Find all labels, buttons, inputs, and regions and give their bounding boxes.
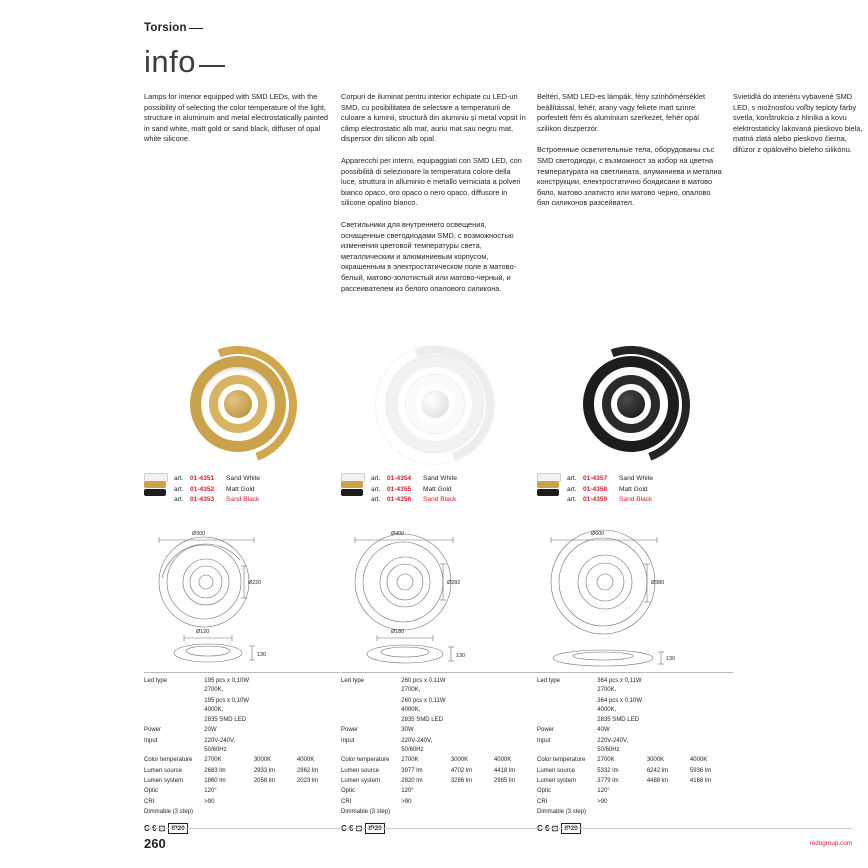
spec-value: 4000K — [296, 757, 315, 764]
lamp-render-gold — [144, 330, 340, 480]
swatch-matt-gold — [144, 481, 166, 488]
art-label: art. — [371, 485, 381, 493]
spec-label: Dimmable (3 step) — [144, 808, 194, 815]
drawing-svg-gold — [144, 520, 340, 675]
art-number: 01-4356 — [387, 496, 412, 503]
ip-rating-badge: IP20 — [561, 823, 580, 834]
dim-height: 130 — [666, 656, 675, 662]
drawing-svg-white — [341, 520, 537, 675]
spec-row — [144, 677, 340, 697]
spec-label: Led type — [144, 678, 168, 684]
dim-outer-diameter: Ø300 — [192, 531, 206, 537]
spec-row — [537, 737, 733, 757]
spec-value — [647, 677, 690, 697]
spec-rows-black — [537, 677, 733, 818]
spec-value — [494, 677, 537, 697]
spec-value: 120° — [597, 788, 610, 795]
spec-label — [537, 697, 597, 717]
code-row[interactable] — [567, 485, 733, 496]
spec-row — [537, 716, 733, 726]
code-row[interactable] — [174, 495, 340, 506]
spec-value: 3000K — [253, 757, 272, 764]
finish-label: Sand Black — [226, 496, 260, 503]
finish-label: Sand Black — [619, 496, 653, 503]
swatch-sand-black — [144, 489, 166, 496]
intro-text-en: Lamps for interior equipped with SMD LEDs, with the possibility of selecting the color temperature of the light, structure in aluminum and metal electrostatically painted in sand white, matt gold or sand black, diffuser of opal white silicone. — [144, 92, 329, 144]
spec-value: 2700K — [597, 757, 615, 764]
spec-row — [537, 777, 733, 787]
finish-label: Matt Gold — [619, 485, 648, 493]
spec-value: 220V-240V, 50/60Hz — [597, 737, 629, 754]
spec-value — [647, 726, 690, 736]
spec-value: 2862 lm — [296, 767, 319, 774]
spec-value: >90 — [597, 798, 608, 805]
spec-value — [494, 716, 537, 726]
spec-label: Power — [341, 727, 359, 734]
spec-label: Led type — [537, 678, 561, 684]
spec-value — [690, 808, 733, 818]
spec-value — [297, 726, 340, 736]
art-label: art. — [371, 496, 381, 503]
spec-row — [144, 756, 340, 766]
spec-value: 4702 lm — [450, 767, 473, 774]
spec-label: Color temperature — [341, 757, 390, 764]
spec-value: >90 — [401, 798, 412, 805]
swatch-sand-black — [537, 489, 559, 496]
spec-value — [451, 726, 494, 736]
spec-value — [690, 798, 733, 808]
spec-row — [537, 787, 733, 797]
spec-value: 2700K — [204, 757, 222, 764]
spec-value — [297, 716, 340, 726]
spec-value: 2700K — [401, 757, 419, 764]
finish-label: Sand White — [226, 475, 261, 482]
art-label: art. — [174, 485, 184, 493]
intro-text-ro: Corpuri de iluminat pentru interior echipate cu LED-uri SMD, cu posibilitatea de selectare a temperaturii de culoare a luminii, structură din aluminiu și metal vopsit în câmp electrostatic alb mat, auriu mat sau negru mat, dispersor din silicon alb opal. — [341, 92, 526, 144]
spec-value — [297, 808, 340, 818]
product-image-torsion-black — [537, 330, 733, 480]
code-row[interactable] — [567, 495, 733, 506]
product-image-torsion-white — [341, 330, 537, 480]
code-row[interactable] — [174, 485, 340, 496]
dim-inner-diameter: Ø282 — [447, 580, 461, 586]
ce-mark-icon: C € ⊟ — [341, 824, 363, 833]
swatch-group-gold — [144, 472, 168, 492]
spec-label: Power — [537, 727, 555, 734]
spec-value: 195 pcs x 0,10W 2700K, — [204, 678, 249, 694]
spec-row — [341, 697, 537, 717]
lamp-core-icon — [224, 390, 252, 418]
lamp-core-icon — [421, 390, 449, 418]
spec-value: 220V-240V, 50/60Hz — [401, 737, 433, 754]
spec-label: CRI — [144, 798, 155, 805]
art-label: art. — [174, 475, 184, 482]
spec-row — [341, 767, 537, 777]
finish-label: Matt Gold — [423, 485, 452, 493]
spec-value — [494, 798, 537, 808]
spec-label: Dimmable (3 step) — [341, 808, 391, 815]
page-number: 260 — [144, 836, 166, 851]
spec-row — [341, 726, 537, 736]
codes-torsion-black — [537, 474, 733, 506]
spec-value: 2058 lm — [253, 777, 276, 784]
art-label: art. — [371, 475, 381, 482]
spec-label — [341, 697, 401, 717]
spec-value: 4000K — [493, 757, 512, 764]
dim-height: 130 — [456, 653, 465, 659]
code-row[interactable] — [371, 485, 537, 496]
spec-value — [254, 808, 297, 818]
code-row[interactable] — [371, 474, 537, 485]
finish-label: Sand Black — [423, 496, 457, 503]
art-number: 01-4358 — [583, 485, 608, 493]
spec-row — [144, 808, 340, 818]
spec-value — [204, 808, 254, 818]
lamp-render-black — [537, 330, 733, 480]
code-row[interactable] — [371, 495, 537, 506]
spec-row — [341, 798, 537, 808]
spec-label — [537, 716, 597, 726]
technical-drawing-black — [537, 520, 733, 675]
spec-value: 3779 lm — [597, 777, 619, 784]
spec-label: Optic — [537, 788, 552, 795]
spec-label: Input — [537, 737, 551, 744]
code-list-black — [567, 474, 733, 506]
spec-value: 260 pcs x 0,11W 4000K, — [401, 697, 446, 713]
spec-row — [341, 716, 537, 726]
spec-value — [254, 677, 297, 697]
spec-value: 2985 lm — [493, 777, 516, 784]
spec-value: 2933 lm — [253, 767, 276, 774]
dim-inner-diameter: Ø220 — [248, 580, 262, 586]
spec-value: 3286 lm — [450, 777, 473, 784]
spec-row — [341, 756, 537, 766]
dim-height: 130 — [257, 652, 266, 658]
spec-label: Lumen system — [144, 777, 184, 784]
spec-value: 2820 lm — [401, 777, 423, 784]
art-number: 01-4355 — [387, 485, 412, 493]
code-row[interactable] — [567, 474, 733, 485]
spec-value — [451, 697, 494, 717]
spec-label: Lumen source — [341, 767, 380, 774]
spec-label: Optic — [341, 788, 356, 795]
art-label: art. — [567, 475, 577, 482]
spec-value: 20W — [204, 727, 217, 734]
spec-row — [144, 737, 340, 757]
spec-table-white — [341, 672, 537, 834]
spec-row — [341, 737, 537, 757]
ce-mark-icon: C € ⊟ — [144, 824, 166, 833]
spec-value: 6242 lm — [646, 767, 669, 774]
spec-label: Lumen system — [341, 777, 381, 784]
technical-drawing-white — [341, 520, 537, 675]
spec-label: Optic — [144, 788, 159, 795]
spec-value — [690, 716, 733, 726]
spec-row — [341, 677, 537, 697]
spec-row — [341, 787, 537, 797]
spec-label: Lumen system — [537, 777, 577, 784]
art-label: art. — [567, 496, 577, 503]
spec-value: 2835 SMD LED — [204, 717, 246, 724]
spec-value: 2023 lm — [296, 777, 319, 784]
spec-label: Lumen source — [144, 767, 183, 774]
intro-column-en — [144, 92, 330, 156]
spec-value: 3000K — [646, 757, 665, 764]
intro-text-it: Apparecchi per interni, equipaggiati con SMD LED, con possibilità di selezionare la temperatura colore della luce, struttura in alluminio e metallo verniciata a polveri bianco opaco, oro opaco o nero opaco, diffusore in silicone opalino bianco. — [341, 155, 522, 208]
spec-row — [144, 767, 340, 777]
spec-label — [341, 716, 401, 726]
spec-value: 1860 lm — [204, 777, 226, 784]
spec-value: 364 pcs x 0,11W 2700K, — [597, 678, 642, 694]
codes-torsion-white — [341, 474, 537, 506]
brand-title: Torsion — [144, 22, 203, 34]
lamp-core-icon — [617, 390, 645, 418]
art-number: 01-4351 — [190, 475, 215, 482]
spec-value: 364 pcs x 0,10W 4000K, — [597, 697, 642, 713]
spec-value: 4168 lm — [689, 777, 712, 784]
spec-row — [537, 767, 733, 777]
art-label: art. — [567, 485, 577, 493]
spec-label: Dimmable (3 step) — [537, 808, 587, 815]
spec-value: 2835 SMD LED — [597, 717, 639, 724]
spec-value — [297, 798, 340, 808]
finish-label: Sand White — [423, 475, 458, 482]
ce-mark-icon: C € ⊟ — [537, 824, 559, 833]
art-number: 01-4354 — [387, 475, 412, 482]
spec-value — [494, 787, 537, 797]
spec-value — [297, 787, 340, 797]
spec-value — [254, 787, 297, 797]
footer-divider — [144, 828, 852, 829]
spec-value — [597, 808, 647, 818]
swatch-group-white — [341, 472, 365, 492]
ip-rating-badge: IP20 — [168, 823, 187, 834]
intro-text-sk: Svietidlá do interiéru vybavené SMD LED, s možnosťou voľby teploty farby svetla, konštrukcia z hliníka a kovu elektrostaticky lakovaná pieskovo biela, matná zlatá alebo pieskovo čierna, difúzor z opálového bieleho silikónu. — [733, 92, 863, 154]
spec-row — [144, 716, 340, 726]
dim-inner-diameter: Ø380 — [651, 580, 665, 586]
brand-underline — [189, 28, 203, 29]
spec-value — [494, 737, 537, 757]
spec-row — [537, 697, 733, 717]
spec-value: 4488 lm — [646, 777, 669, 784]
spec-value: 4418 lm — [493, 767, 516, 774]
spec-value — [494, 808, 537, 818]
spec-value — [451, 798, 494, 808]
spec-divider — [537, 672, 733, 673]
spec-label: Input — [144, 737, 158, 744]
spec-value — [297, 737, 340, 757]
spec-label: Input — [341, 737, 355, 744]
spec-label — [144, 716, 204, 726]
spec-value — [647, 798, 690, 808]
website-url[interactable]: redogroup.com — [809, 840, 852, 847]
swatch-group-black — [537, 472, 561, 492]
spec-divider — [341, 672, 537, 673]
spec-label: Lumen source — [537, 767, 576, 774]
spec-value: 5332 lm — [597, 767, 619, 774]
spec-label: Led type — [341, 678, 365, 684]
spec-label: Color temperature — [144, 757, 193, 764]
spec-divider — [144, 672, 340, 673]
intro-text-bg: Встроенные осветительные тела, оборудованы със SMD светодиоди, с възможност за избор на цветна температурата на светлината, алуминиева и метална конструкции, електростатично боядисани в матово бяло, матово златисто или матово черно, опалово бял силиконов разсейвател. — [537, 145, 722, 208]
spec-value: 5936 lm — [689, 767, 712, 774]
spec-label — [144, 697, 204, 717]
art-label: art. — [174, 496, 184, 503]
drawing-svg-black — [537, 520, 733, 675]
spec-value — [690, 697, 733, 717]
spec-value: 30W — [401, 727, 414, 734]
dim-outer-diameter: Ø600 — [591, 531, 605, 537]
spec-value — [451, 677, 494, 697]
spec-row — [537, 756, 733, 766]
spec-value — [401, 808, 451, 818]
spec-value: 260 pcs x 0,11W 2700K, — [401, 678, 446, 694]
spec-value: 195 pcs x 0,10W 4000K, — [204, 697, 249, 713]
spec-value — [494, 697, 537, 717]
technical-drawing-gold — [144, 520, 340, 675]
spec-row — [537, 798, 733, 808]
spec-table-gold — [144, 672, 340, 834]
intro-column-sk — [733, 92, 865, 167]
spec-row — [144, 787, 340, 797]
spec-value — [254, 697, 297, 717]
spec-value — [254, 726, 297, 736]
spec-value — [690, 737, 733, 757]
finish-label: Matt Gold — [226, 485, 255, 493]
spec-row — [144, 798, 340, 808]
spec-value — [451, 787, 494, 797]
spec-value — [647, 808, 690, 818]
intro-column-hu-bg — [537, 92, 723, 220]
dim-base-diameter: Ø120 — [196, 629, 210, 635]
spec-value — [690, 677, 733, 697]
spec-row — [144, 777, 340, 787]
spec-value — [451, 737, 494, 757]
dim-outer-diameter: Ø400 — [391, 531, 405, 537]
art-number: 01-4352 — [190, 485, 215, 493]
code-row[interactable] — [174, 474, 340, 485]
spec-value: 4000K — [689, 757, 708, 764]
page-title: info — [144, 44, 225, 80]
spec-rows-white — [341, 677, 537, 818]
intro-text-ru: Светильники для внутреннего освещения, оснащенные светодиодами SMD, с возможностью изменения цветовой температуры света, металлическим и алюминиевым корпусом, окрашенным в электростатическом поле в матово-белый, матово-золотистый или матово-черный, и рассеивателем из белого опалового силикона. — [341, 219, 517, 293]
spec-value: 3000K — [450, 757, 469, 764]
spec-value: 220V-240V, 50/60Hz — [204, 737, 236, 754]
spec-value — [297, 677, 340, 697]
spec-row — [537, 677, 733, 697]
swatch-matt-gold — [537, 481, 559, 488]
dim-base-diameter: Ø180 — [391, 629, 405, 635]
spec-row — [144, 726, 340, 736]
intro-text-hu: Beltéri, SMD LED-es lámpák, fény színhőmérséklet beállítással, fehér, arany vagy fekete matt szinre porfestett fém és alumínium szerkezet, fehér opál szilikon diszperzór. — [537, 92, 705, 133]
art-number: 01-4357 — [583, 475, 608, 482]
spec-row — [537, 726, 733, 736]
spec-row — [144, 697, 340, 717]
spec-value — [297, 697, 340, 717]
lamp-render-white — [341, 330, 537, 480]
spec-value — [451, 716, 494, 726]
spec-table-black — [537, 672, 733, 834]
spec-value — [494, 726, 537, 736]
spec-label: CRI — [537, 798, 548, 805]
ip-rating-badge: IP20 — [365, 823, 384, 834]
spec-value — [451, 808, 494, 818]
spec-value — [647, 737, 690, 757]
spec-value: 120° — [204, 788, 217, 795]
spec-value — [690, 787, 733, 797]
swatch-matt-gold — [341, 481, 363, 488]
spec-value: 2835 SMD LED — [401, 717, 443, 724]
spec-value — [647, 716, 690, 726]
spec-value: 40W — [597, 727, 610, 734]
spec-value: 2683 lm — [204, 767, 226, 774]
spec-value — [647, 697, 690, 717]
spec-label: CRI — [341, 798, 352, 805]
art-number: 01-4359 — [583, 496, 608, 503]
spec-value: 3977 lm — [401, 767, 423, 774]
product-image-torsion-gold — [144, 330, 340, 480]
spec-value: 120° — [401, 788, 414, 795]
spec-value — [254, 737, 297, 757]
spec-value — [254, 716, 297, 726]
title-underline — [199, 65, 225, 67]
spec-value — [647, 787, 690, 797]
art-number: 01-4353 — [190, 496, 215, 503]
spec-value — [254, 798, 297, 808]
swatch-sand-black — [341, 489, 363, 496]
codes-torsion-gold — [144, 474, 340, 506]
spec-value: >90 — [204, 798, 215, 805]
spec-label: Power — [144, 727, 162, 734]
spec-rows-gold — [144, 677, 340, 818]
spec-row — [341, 808, 537, 818]
finish-label: Sand White — [619, 475, 654, 482]
code-list-white — [371, 474, 537, 506]
spec-label: Color temperature — [537, 757, 586, 764]
spec-row — [341, 777, 537, 787]
spec-row — [537, 808, 733, 818]
code-list-gold — [174, 474, 340, 506]
spec-value — [690, 726, 733, 736]
intro-column-ro-it-ru — [341, 92, 527, 305]
